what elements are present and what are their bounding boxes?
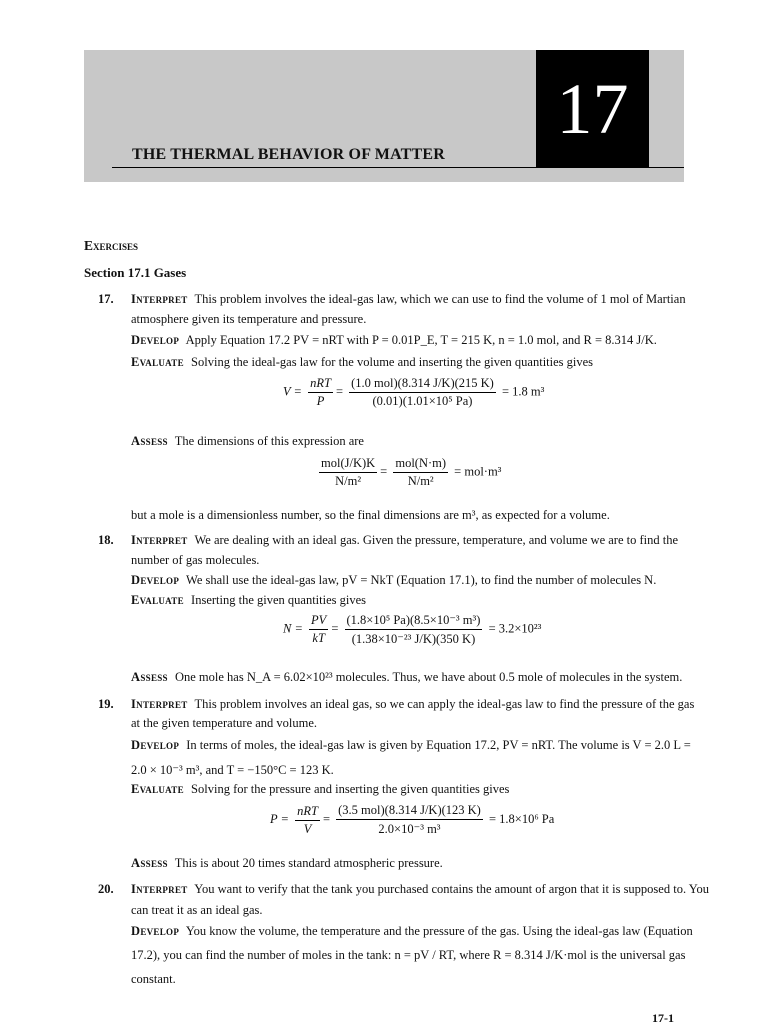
- problem-number: 17.: [98, 292, 114, 306]
- p18-evaluate: [131, 593, 366, 608]
- p20-develop-cont: constant.: [131, 972, 176, 986]
- eq-fraction: [319, 456, 377, 489]
- eq-num: PV: [309, 613, 328, 630]
- p17-equation: V = $\frac{\text{nRT}}{P}$ = $\frac{\text{(1.0 mol)(8.314 J/K)(215 K)}}{\text{(0.01)(1.01×10⁵ Pa)}}$ = 1.8 m³: [283, 376, 545, 408]
- p19-assess: [131, 856, 443, 871]
- eq-den: (0.01)(1.01×10⁵ Pa): [372, 394, 473, 408]
- problem-number: 18.: [98, 533, 114, 547]
- p19-evaluate: [131, 782, 509, 797]
- eq-result: = 3.2×10²³: [488, 621, 542, 636]
- p19-equation: P = $\frac{\text{nRT}}{V}$ = $\frac{\text{(3.5 mol)(8.314 J/K)(123 K)}}{\text{2.0×10⁻³ m³}}$ = 1.8×10⁶ Pa: [270, 803, 555, 836]
- p19-assess-text: This is about 20 times standard atmospheric pressure.: [174, 856, 443, 870]
- eq-num: mol(N·m): [393, 456, 448, 473]
- p18-interpret-cont: number of gas molecules.: [131, 553, 260, 567]
- eq-fraction: [393, 456, 448, 489]
- chapter-number-box: [536, 50, 649, 168]
- eq-lhs: P =: [270, 811, 289, 826]
- eq-den: 2.0×10⁻³ m³: [378, 822, 441, 836]
- develop-label: Develop: [131, 573, 180, 587]
- p19-develop-text: In terms of moles, the ideal-gas law is given by Equation 17.2, PV = nRT. The volume is V = 2.0 L =: [186, 738, 691, 752]
- eq-den: P: [316, 394, 325, 408]
- p20-interpret-text: You want to verify that the tank you purchased contains the amount of argon that it is supposed to. You: [194, 882, 710, 896]
- exercises-heading: Exercises: [84, 238, 139, 253]
- eq-fraction: [309, 613, 328, 646]
- develop-label: Develop: [131, 924, 180, 938]
- p18-interpret-text: We are dealing with an ideal gas. Given the pressure, temperature, and volume we are to find the: [194, 533, 679, 547]
- eq-den: kT: [312, 631, 325, 645]
- p17-interpret-text: This problem involves the ideal-gas law, which we can use to find the volume of 1 mol of Martian: [194, 292, 686, 306]
- p18-develop-text: We shall use the ideal-gas law, pV = NkT (Equation 17.1), to find the number of molecules N.: [186, 573, 657, 587]
- section-heading: Section 17.1 Gases: [84, 265, 187, 280]
- assess-label: Assess: [131, 434, 168, 448]
- p18-equation: N = $\frac{PV}{kT}$ = $\frac{\text{(1.8×10⁵ Pa)(8.5×10⁻³ m³)}}{\text{(1.38×10⁻²³ J/K)(350 K)}}$ = 3.2×10²³: [283, 613, 542, 646]
- eq-num: (3.5 mol)(8.314 J/K)(123 K): [336, 803, 483, 820]
- eq-den: (1.38×10⁻²³ J/K)(350 K): [351, 632, 476, 646]
- p20-interpret-cont: can treat it as an ideal gas.: [131, 903, 263, 917]
- eq-den: N/m²: [407, 474, 434, 488]
- problem-number: 20.: [98, 882, 114, 896]
- p17-dimensions: $\frac{\text{mol(J/K)K}}{\text{N/m²}}$ = $\frac{\text{mol(N·m)}}{\text{N/m²}}$ = mol·m³: [321, 456, 502, 488]
- eq-num: mol(J/K)K: [319, 456, 377, 473]
- eq-fraction: [308, 376, 333, 409]
- p17-evaluate: [131, 355, 593, 370]
- p17-interpret: [131, 292, 686, 307]
- develop-label: Develop: [131, 738, 180, 752]
- eq-fraction: [345, 612, 483, 647]
- p18-evaluate-text: Inserting the given quantities gives: [191, 593, 367, 607]
- evaluate-label: Evaluate: [131, 782, 184, 796]
- eq-lhs: N =: [283, 621, 303, 636]
- p19-develop-cont: 2.0 × 10⁻³ m³, and T = −150°C = 123 K.: [131, 763, 334, 777]
- p19-interpret-text: This problem involves an ideal gas, so we can apply the ideal-gas law to find the pressure of the gas: [194, 697, 695, 711]
- eq-fraction: [336, 803, 483, 837]
- p20-develop: [131, 924, 693, 939]
- eq-den: N/m²: [335, 474, 362, 488]
- p17-assess: [131, 434, 364, 449]
- p18-assess: [131, 670, 682, 685]
- chapter-title: THE THERMAL BEHAVIOR OF MATTER: [132, 146, 446, 163]
- p20-develop-cont: 17.2), you can find the number of moles in the tank: n = pV / RT, where R = 8.314 J/K·mol is the universal gas: [131, 948, 686, 962]
- eq-lhs: V =: [283, 384, 302, 399]
- p17-after: but a mole is a dimensionless number, so the final dimensions are m³, as expected for a volume.: [131, 508, 610, 522]
- eq-num: nRT: [308, 376, 333, 393]
- interpret-label: Interpret: [131, 697, 188, 711]
- eq-result: = mol·m³: [454, 464, 502, 479]
- eq-num: (1.0 mol)(8.314 J/K)(215 K): [349, 376, 496, 393]
- eq-fraction: [349, 376, 496, 409]
- chapter-number: 17: [556, 69, 629, 149]
- p18-develop: [131, 573, 656, 588]
- eq-num: (1.8×10⁵ Pa)(8.5×10⁻³ m³): [345, 612, 483, 630]
- interpret-label: Interpret: [131, 882, 188, 896]
- assess-label: Assess: [131, 856, 168, 870]
- eq-den: V: [303, 821, 312, 836]
- p17-assess-text: The dimensions of this expression are: [174, 434, 364, 448]
- interpret-label: Interpret: [131, 292, 188, 306]
- p17-interpret-cont: atmosphere given its temperature and pressure.: [131, 312, 367, 326]
- p19-interpret: [131, 697, 694, 712]
- p18-interpret: [131, 533, 678, 548]
- evaluate-label: Evaluate: [131, 593, 184, 607]
- interpret-label: Interpret: [131, 533, 188, 547]
- eq-result: = 1.8 m³: [501, 384, 545, 399]
- assess-label: Assess: [131, 670, 168, 684]
- eq-fraction: [295, 804, 320, 837]
- p20-develop-text: You know the volume, the temperature and the pressure of the gas. Using the ideal-gas law (Equation: [185, 924, 693, 938]
- p19-evaluate-text: Solving for the pressure and inserting the given quantities gives: [191, 782, 510, 796]
- p19-interpret-cont: at the given temperature and volume.: [131, 716, 318, 730]
- eq-result: = 1.8×10⁶ Pa: [488, 811, 555, 826]
- p17-develop: [131, 333, 657, 348]
- p17-develop-text: Apply Equation 17.2 PV = nRT with P = 0.01P_E, T = 215 K, n = 1.0 mol, and R = 8.314 J/K.: [185, 333, 657, 347]
- p19-develop: [131, 738, 691, 753]
- eq-num: nRT: [295, 804, 320, 821]
- p17-evaluate-text: Solving the ideal-gas law for the volume and inserting the given quantities gives: [191, 355, 594, 369]
- p20-interpret: [131, 882, 709, 897]
- evaluate-label: Evaluate: [131, 355, 184, 369]
- p18-assess-text: One mole has N_A = 6.02×10²³ molecules. Thus, we have about 0.5 mole of molecules in the system.: [174, 670, 683, 684]
- page-number: 17-1: [652, 1011, 674, 1025]
- develop-label: Develop: [131, 333, 180, 347]
- problem-number: 19.: [98, 697, 114, 711]
